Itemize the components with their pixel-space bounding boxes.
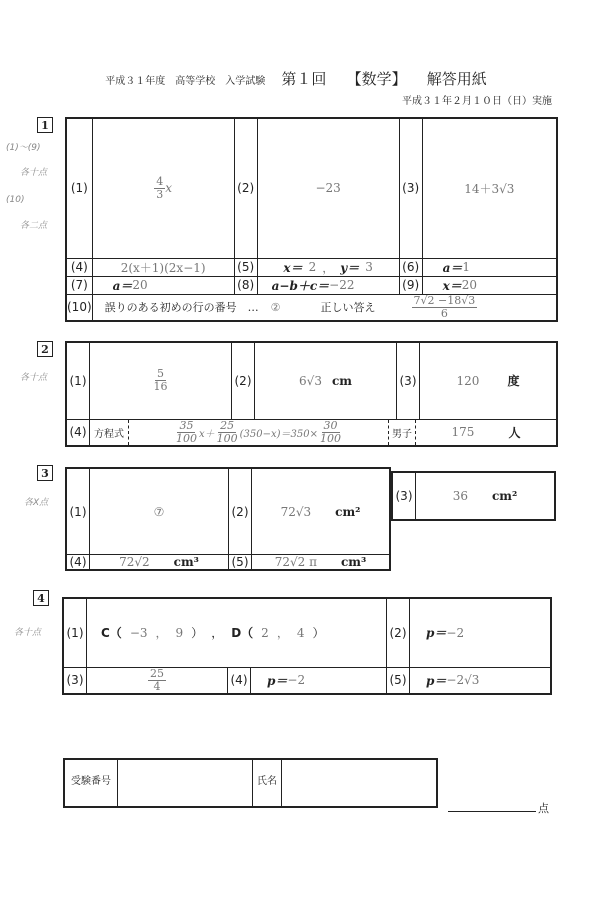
s3-q5-unit: cm³ xyxy=(341,555,367,569)
s2-q3-unit: 度 xyxy=(507,374,520,389)
s4-q4-index: (4) xyxy=(228,667,251,694)
s1-q6-answer[interactable] xyxy=(422,258,557,276)
s1-q6-value: 1 xyxy=(462,260,471,275)
document-title xyxy=(0,68,600,89)
note-s1c: (10) xyxy=(6,195,25,205)
s4-q2-index: (2) xyxy=(387,598,410,667)
s4-q1-d-x: 2 xyxy=(261,625,269,640)
s1-q8-index: (8) xyxy=(234,276,257,294)
s1-q8-answer[interactable] xyxy=(257,276,399,294)
s1-q9-index: (9) xyxy=(399,276,422,294)
s4-q1-c-comma: ， xyxy=(155,626,168,641)
note-s4: 各十点 xyxy=(14,628,42,638)
s2-q3-value: 120 xyxy=(456,373,480,388)
section-3-number: 3 xyxy=(37,465,53,481)
s1-q1-den: 3 xyxy=(156,187,164,201)
s1-q5-answer[interactable] xyxy=(257,258,399,276)
s2-q4-rest: (350−x)＝350× xyxy=(239,428,318,440)
s2-q4-unit: 人 xyxy=(508,425,521,440)
s4-q1-c-close: ） xyxy=(191,626,204,641)
s2-q2-index: (2) xyxy=(232,342,255,419)
s1-q2-answer[interactable] xyxy=(257,118,399,258)
doc-type: 解答用紙 xyxy=(426,70,487,88)
s2-q4-f2-den: 100 xyxy=(216,431,238,445)
s1-q9-label: x＝ xyxy=(442,278,462,293)
section-4-table xyxy=(62,597,552,695)
s4-q1-c-label: C（ xyxy=(101,626,122,641)
note-s2: 各十点 xyxy=(20,373,48,383)
s4-q2-answer[interactable] xyxy=(410,598,552,667)
s3-q5-value: 72√2 π xyxy=(274,555,317,569)
s3-q4-index: (4) xyxy=(66,555,90,571)
s3-q2-answer[interactable] xyxy=(252,468,391,555)
s2-q1-den: 16 xyxy=(153,380,168,394)
s2-q4-f2-num: 25 xyxy=(220,418,235,432)
s4-q1-answer[interactable] xyxy=(87,598,387,667)
s4-q5-value: −2√3 xyxy=(446,673,480,688)
s1-q7-index: (7) xyxy=(66,276,92,294)
s3-q3-value: 36 xyxy=(452,489,468,503)
exam-round: 第１回 xyxy=(281,70,327,88)
s2-q2-value: 6√3 xyxy=(299,373,322,388)
s3-q4-value: 72√2 xyxy=(119,555,150,569)
note-s3: 各X点 xyxy=(24,498,49,508)
s1-q5-x-value: 2 xyxy=(308,260,317,275)
s2-q1-answer[interactable] xyxy=(90,342,232,419)
s2-q4-f1-num: 35 xyxy=(179,418,194,432)
s4-q5-index: (5) xyxy=(387,667,410,694)
s1-q10-label1: 誤りのある初めの行の番号 … xyxy=(104,301,259,315)
s1-q5-y-label: y＝ xyxy=(340,260,360,275)
s2-q2-answer[interactable] xyxy=(255,342,397,419)
s4-q4-label: p＝ xyxy=(267,673,288,688)
s4-q1-d-close: ） xyxy=(312,626,325,641)
s2-q4-value: 175 xyxy=(451,425,475,440)
s2-q3-index: (3) xyxy=(397,342,420,419)
s3-q4-unit: cm³ xyxy=(173,555,199,569)
s1-q2-value: −23 xyxy=(315,181,341,196)
name-field[interactable] xyxy=(282,759,438,807)
section-1-table xyxy=(65,117,558,322)
s3-q3-unit: cm² xyxy=(492,489,518,503)
s1-q1-answer[interactable] xyxy=(92,118,234,258)
note-s1d: 各二点 xyxy=(20,221,48,231)
s1-q8-label: a−b＋c＝ xyxy=(271,278,330,293)
s4-q1-sep: ， xyxy=(211,626,224,641)
s4-q3-answer[interactable] xyxy=(87,667,228,694)
s1-q4-index: (4) xyxy=(66,258,92,276)
s1-q9-answer[interactable] xyxy=(422,276,557,294)
section-2-number: 2 xyxy=(37,341,53,357)
score-label: 点 xyxy=(538,802,549,815)
s1-q7-value: 20 xyxy=(132,278,148,293)
s1-q1-index: (1) xyxy=(66,118,92,258)
s1-q3-value: 14＋3√3 xyxy=(464,181,515,196)
s2-q4-label: 方程式 xyxy=(90,420,129,445)
s3-q2-value: 72√3 xyxy=(280,504,312,519)
section-2-table xyxy=(65,341,558,447)
section-3-table xyxy=(65,467,391,571)
s1-q7-answer[interactable] xyxy=(92,276,234,294)
s2-q4-mid: x＋ xyxy=(198,428,215,440)
section-1-number: 1 xyxy=(37,117,53,133)
s4-q3-num: 25 xyxy=(150,666,164,680)
s3-q3-index: (3) xyxy=(392,472,416,520)
s4-q4-value: −2 xyxy=(287,673,306,688)
s2-q2-unit: cm xyxy=(331,373,352,388)
s2-q1-num: 5 xyxy=(157,367,164,381)
s4-q3-den: 4 xyxy=(153,679,161,693)
s4-q1-c-y: 9 xyxy=(175,625,184,640)
s4-q1-d-comma: ， xyxy=(276,626,289,641)
s3-q4-answer[interactable] xyxy=(90,555,229,571)
s4-q1-c-x: −3 xyxy=(129,625,148,640)
s4-q5-label: p＝ xyxy=(426,673,447,688)
s1-q10-answer[interactable] xyxy=(92,294,557,321)
s1-q8-value: −22 xyxy=(329,278,355,293)
s1-q3-index: (3) xyxy=(399,118,422,258)
note-s1b: 各十点 xyxy=(20,168,48,178)
s2-q4-f3-den: 100 xyxy=(320,431,341,445)
s2-q1-index: (1) xyxy=(66,342,90,419)
s4-q2-value: −2 xyxy=(446,625,465,640)
s3-q1-value: ⑦ xyxy=(153,504,165,519)
s3-q2-unit: cm² xyxy=(335,504,361,519)
s1-q2-index: (2) xyxy=(234,118,257,258)
s1-q10-label2: 正しい答え xyxy=(320,301,376,315)
note-s1a: (1)～(9) xyxy=(6,143,41,153)
s2-q4-f1-den: 100 xyxy=(175,431,197,445)
exam-number-label: 受験番号 xyxy=(64,759,118,807)
s2-q4-f3-num: 30 xyxy=(323,418,338,432)
s4-q4-answer[interactable] xyxy=(251,667,387,694)
s1-q6-index: (6) xyxy=(399,258,422,276)
s2-q4-equation xyxy=(129,420,388,445)
s4-q1-d-y: 4 xyxy=(296,625,305,640)
section-4-number: 4 xyxy=(33,590,49,606)
s3-q1-index: (1) xyxy=(66,468,90,555)
name-label: 氏名 xyxy=(253,759,282,807)
s4-q1-d-label: D（ xyxy=(231,626,254,641)
s1-q5-y-value: 3 xyxy=(365,260,373,275)
s2-q4-label2: 男子 xyxy=(388,420,416,445)
s1-q9-value: 20 xyxy=(461,278,478,293)
s1-q10-index: (10) xyxy=(66,294,92,321)
exam-date: 平成３１年２月１０日（日）実施 xyxy=(402,96,552,107)
footer-table xyxy=(63,758,438,808)
s1-q10-num: 7√2 −18√3 xyxy=(413,293,476,307)
s1-q10-mark: ② xyxy=(270,300,281,314)
exam-subject: 【数学】 xyxy=(346,70,407,88)
s1-q1-num: 4 xyxy=(156,174,164,188)
s1-q4-value: 2(x＋1)(2x−1) xyxy=(120,260,206,275)
s4-q3-index: (3) xyxy=(63,667,87,694)
score-field[interactable] xyxy=(448,810,536,812)
s3-q1-answer[interactable] xyxy=(90,468,229,555)
s2-q4-answer[interactable] xyxy=(90,419,558,446)
exam-number-field[interactable] xyxy=(118,759,253,807)
s1-q5-sep: ， xyxy=(322,260,335,275)
s1-q4-answer[interactable] xyxy=(92,258,234,276)
exam-prefix: 平成３１年度 高等学校 入学試験 xyxy=(105,76,266,87)
s4-q5-answer[interactable] xyxy=(410,667,552,694)
s1-q1-var: x xyxy=(165,181,173,196)
s2-q3-answer[interactable] xyxy=(420,342,558,419)
s1-q5-x-label: x＝ xyxy=(283,260,303,275)
s3-q5-index: (5) xyxy=(229,555,252,571)
s3-q3-answer[interactable] xyxy=(416,472,556,520)
s1-q10-den: 6 xyxy=(440,306,448,320)
s3-q5-answer[interactable] xyxy=(252,555,391,571)
s1-q7-label: a＝ xyxy=(112,278,133,293)
s1-q6-label: a＝ xyxy=(442,260,463,275)
s3-q2-index: (2) xyxy=(229,468,252,555)
s4-q2-label: p＝ xyxy=(426,626,447,641)
s4-q1-index: (1) xyxy=(63,598,87,667)
s2-q4-index: (4) xyxy=(66,419,90,446)
s1-q5-index: (5) xyxy=(234,258,257,276)
s1-q3-answer[interactable] xyxy=(422,118,557,258)
section-3-q3-table xyxy=(391,471,556,521)
